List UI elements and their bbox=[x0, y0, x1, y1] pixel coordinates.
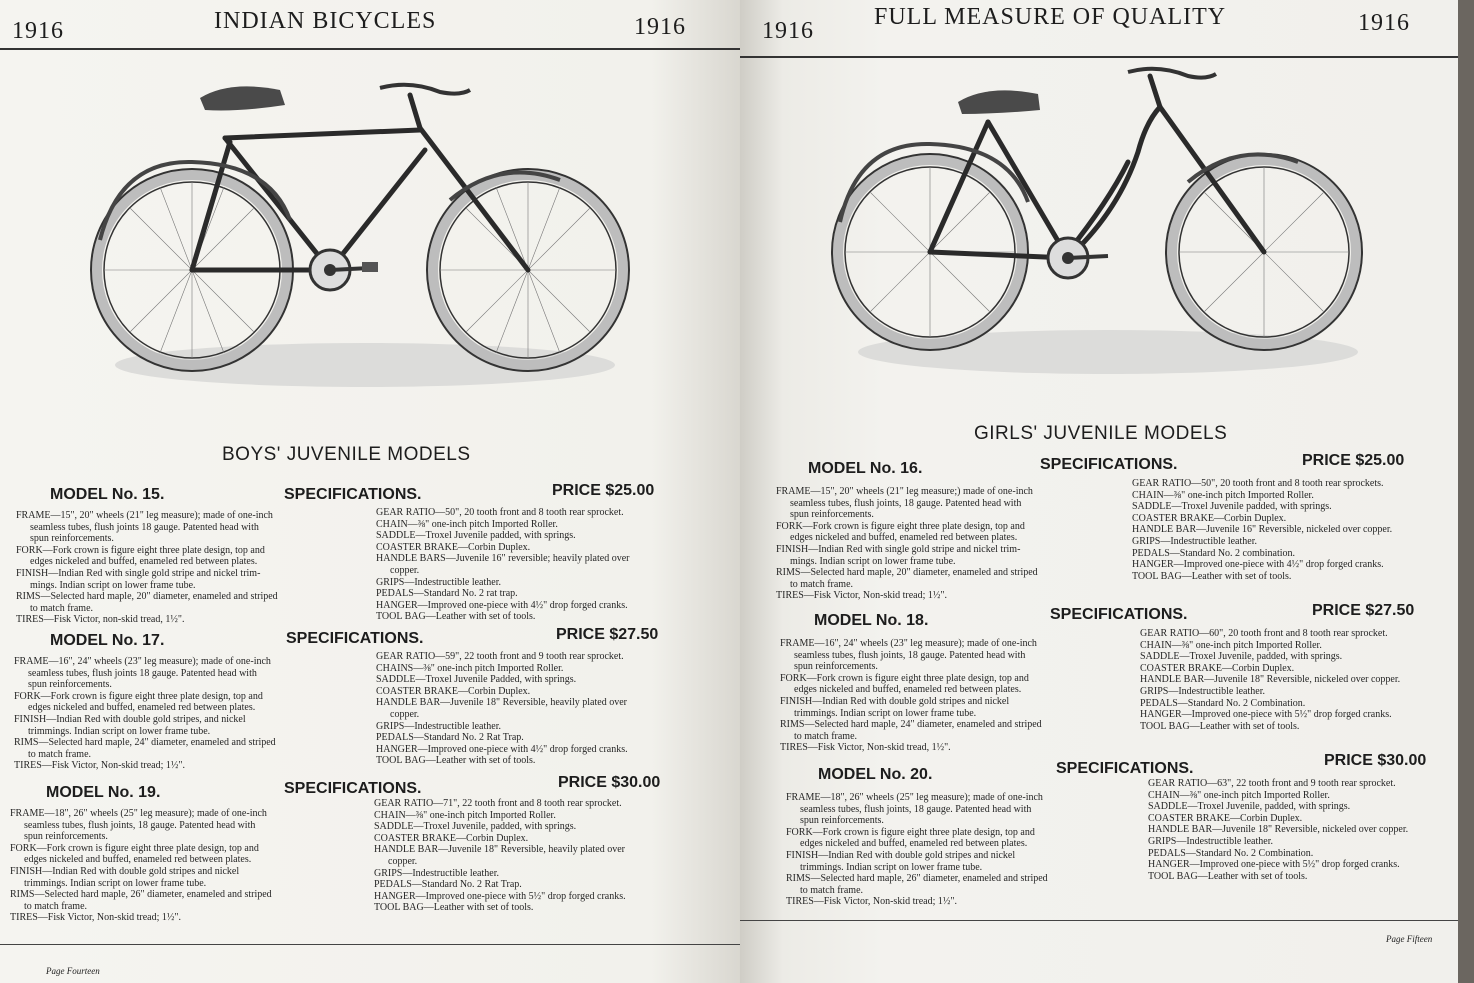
spec-line: GEAR RATIO—71", 22 tooth front and 8 tooth rear sprocket. bbox=[374, 798, 622, 809]
spec-line: TIRES—Fisk Victor, Non-skid tread, 1½". bbox=[780, 742, 951, 754]
model-number: MODEL No. 18. bbox=[814, 612, 929, 629]
spec-line: CHAIN—⅜" one-inch pitch Imported Roller. bbox=[376, 518, 558, 530]
page-number: Page Fifteen bbox=[1386, 934, 1433, 944]
spec-line: CHAIN—⅜" one-inch pitch Imported Roller. bbox=[374, 809, 556, 821]
spec-line: CHAINS—⅜" one-inch pitch Imported Roller. bbox=[376, 662, 564, 674]
spec-line: PEDALS—Standard No. 2 Rat Trap. bbox=[376, 732, 524, 744]
specifications-label: SPECIFICATIONS. bbox=[1050, 606, 1188, 623]
spec-line: GRIPS—Indestructible leather. bbox=[1148, 835, 1273, 847]
spec-line: GEAR RATIO—50", 20 tooth front and 8 tooth rear sprocket. bbox=[376, 507, 624, 518]
spec-line: TIRES—Fisk Victor, non-skid tread, 1½". bbox=[16, 614, 185, 626]
spec-line: copper. bbox=[388, 855, 418, 867]
spec-column-frame bbox=[14, 656, 364, 772]
model-heading bbox=[50, 482, 690, 506]
footer-rule bbox=[740, 920, 1458, 921]
spec-line: copper. bbox=[390, 708, 420, 720]
spec-line: TIRES—Fisk Victor, Non-skid tread; 1½". bbox=[14, 760, 185, 772]
spec-line: GRIPS—Indestructible leather. bbox=[376, 720, 501, 732]
spec-line: mings. Indian script on lower frame tube. bbox=[790, 555, 956, 567]
spec-line: TOOL BAG—Leather with set of tools. bbox=[376, 611, 536, 623]
spec-column-parts bbox=[1132, 478, 1452, 582]
spec-line: COASTER BRAKE—Corbin Duplex. bbox=[1148, 812, 1303, 824]
spec-line: GRIPS—Indestructible leather. bbox=[1140, 685, 1265, 697]
specifications-label: SPECIFICATIONS. bbox=[284, 780, 422, 797]
spec-line: spun reinforcements. bbox=[800, 815, 884, 827]
spec-line: RIMS—Selected hard maple, 24" diameter, enameled and striped bbox=[14, 737, 276, 749]
spec-line: seamless tubes, flush joints 18 gauge. Patented head with bbox=[28, 667, 257, 679]
spec-line: FRAME—16", 24" wheels (23" leg measure); made of one-inch bbox=[14, 656, 271, 667]
spec-line: edges nickeled and buffed, enameled red between plates. bbox=[794, 684, 1022, 696]
spec-line: spun reinforcements. bbox=[24, 831, 108, 843]
boys-bicycle-illustration bbox=[80, 70, 640, 400]
spec-line: to match frame. bbox=[790, 578, 854, 590]
model-number: MODEL No. 20. bbox=[818, 766, 933, 783]
model-number: MODEL No. 17. bbox=[50, 632, 165, 649]
spec-line: to match frame. bbox=[794, 730, 858, 742]
spec-line: FORK—Fork crown is figure eight three plate design, top and bbox=[16, 544, 265, 556]
spec-line: HANGER—Improved one-piece with 4½" drop forged cranks. bbox=[376, 743, 628, 755]
spec-line: HANDLE BAR—Juvenile 16" Reversible, nickeled over copper. bbox=[1132, 524, 1393, 536]
spec-line: TIRES—Fisk Victor, Non-skid tread; 1½". bbox=[10, 912, 181, 924]
section-title: BOYS' JUVENILE MODELS bbox=[222, 444, 471, 465]
spec-line: FORK—Fork crown is figure eight three plate design, top and bbox=[786, 826, 1035, 838]
spec-line: RIMS—Selected hard maple, 26" diameter, enameled and striped bbox=[786, 873, 1048, 885]
spec-line: SADDLE—Troxel Juvenile padded, with springs. bbox=[1132, 501, 1332, 513]
spec-line: RIMS—Selected hard maple, 24" diameter, enameled and striped bbox=[780, 719, 1042, 731]
spec-line: GEAR RATIO—59", 22 tooth front and 9 tooth rear sprocket. bbox=[376, 651, 624, 662]
spec-line: COASTER BRAKE—Corbin Duplex. bbox=[1132, 512, 1287, 524]
specifications-label: SPECIFICATIONS. bbox=[284, 486, 422, 503]
spec-line: SADDLE—Troxel Juvenile Padded, with springs. bbox=[376, 674, 577, 686]
spec-line: SADDLE—Troxel Juvenile padded, with springs. bbox=[376, 530, 576, 542]
spec-line: FORK—Fork crown is figure eight three plate design, top and bbox=[14, 690, 263, 702]
spec-line: SADDLE—Troxel Juvenile, padded, with springs. bbox=[1148, 801, 1351, 813]
spec-line: FINISH—Indian Red with double gold stripes and nickel bbox=[780, 695, 1010, 707]
spec-line: edges nickeled and buffed, enameled red between plates. bbox=[800, 838, 1028, 850]
spec-line: edges nickeled and buffed, enameled red between plates. bbox=[28, 702, 256, 714]
spec-line: to match frame. bbox=[24, 900, 88, 912]
spec-line: COASTER BRAKE—Corbin Duplex. bbox=[376, 685, 531, 697]
spec-line: HANDLE BAR—Juvenile 18" Reversible, heavily plated over bbox=[374, 844, 625, 856]
spec-line: GRIPS—Indestructible leather. bbox=[376, 576, 501, 588]
header-title: INDIAN BICYCLES bbox=[214, 8, 437, 34]
model-number: MODEL No. 15. bbox=[50, 486, 165, 503]
model-price: PRICE $25.00 bbox=[1302, 452, 1405, 469]
spec-line: copper. bbox=[390, 564, 420, 576]
spec-line: HANDLE BAR—Juvenile 18" Reversible, heavily plated over bbox=[376, 697, 627, 709]
spec-line: HANDLE BARS—Juvenile 16" reversible; heavily plated over bbox=[376, 553, 630, 565]
page-header bbox=[740, 0, 1458, 58]
spec-column-parts bbox=[376, 507, 706, 623]
spec-line: FORK—Fork crown is figure eight three plate design, top and bbox=[776, 520, 1025, 532]
model-price: PRICE $25.00 bbox=[552, 482, 655, 499]
spec-line: spun reinforcements. bbox=[30, 533, 114, 545]
spec-line: PEDALS—Standard No. 2 Combination. bbox=[1148, 847, 1314, 859]
header-year-left: 1916 bbox=[762, 18, 814, 44]
spec-column-parts bbox=[1148, 778, 1454, 882]
spec-line: to match frame. bbox=[800, 884, 864, 896]
spec-line: CHAIN—⅜" one-inch pitch Imported Roller. bbox=[1140, 639, 1322, 651]
spec-line: RIMS—Selected hard maple, 26" diameter, enameled and striped bbox=[10, 889, 272, 901]
spec-line: FINISH—Indian Red with double gold stripes and nickel bbox=[10, 865, 240, 877]
spec-column-frame bbox=[786, 792, 1136, 908]
spec-line: CHAIN—⅜" one-inch pitch Imported Roller. bbox=[1132, 489, 1314, 501]
spec-line: HANGER—Improved one-piece with 5½" drop forged cranks. bbox=[1148, 859, 1400, 871]
spec-line: HANGER—Improved one-piece with 4½" drop forged cranks. bbox=[1132, 559, 1384, 571]
page-number: Page Fourteen bbox=[46, 966, 100, 976]
spec-line: TOOL BAG—Leather with set of tools. bbox=[1148, 870, 1308, 882]
spec-line: HANDLE BAR—Juvenile 18" Reversible, nickeled over copper. bbox=[1148, 824, 1409, 836]
spec-line: spun reinforcements. bbox=[790, 509, 874, 521]
spec-line: HANDLE BAR—Juvenile 18" Reversible, nickeled over copper. bbox=[1140, 674, 1401, 686]
spec-line: edges nickeled and buffed, enameled red between plates. bbox=[790, 532, 1018, 544]
model-price: PRICE $30.00 bbox=[558, 774, 661, 791]
spec-column-frame bbox=[10, 808, 360, 924]
spec-line: TOOL BAG—Leather with set of tools. bbox=[1140, 720, 1300, 732]
spec-line: COASTER BRAKE—Corbin Duplex. bbox=[376, 541, 531, 553]
spec-line: GRIPS—Indestructible leather. bbox=[374, 867, 499, 879]
spec-line: trimmings. Indian script on lower frame tube. bbox=[24, 877, 207, 889]
spec-line: RIMS—Selected hard maple, 20" diameter, enameled and striped bbox=[16, 591, 278, 603]
spec-line: TIRES—Fisk Victor, Non-skid tread; 1½". bbox=[786, 896, 957, 908]
spec-column-parts bbox=[374, 798, 704, 914]
spec-line: HANGER—Improved one-piece with 5½" drop forged cranks. bbox=[1140, 709, 1392, 721]
header-year-left: 1916 bbox=[12, 18, 64, 44]
spec-line: FINISH—Indian Red with double gold stripes, and nickel bbox=[14, 713, 246, 725]
spec-line: PEDALS—Standard No. 2 rat trap. bbox=[376, 588, 518, 600]
spec-line: SADDLE—Troxel Juvenile, padded, with springs. bbox=[1140, 651, 1343, 663]
model-number: MODEL No. 16. bbox=[808, 460, 923, 477]
spec-line: PEDALS—Standard No. 2 Combination. bbox=[1140, 697, 1306, 709]
spec-line: spun reinforcements. bbox=[28, 679, 112, 691]
spec-line: GRIPS—Indestructible leather. bbox=[1132, 535, 1257, 547]
spec-line: mings. Indian script on lower frame tube. bbox=[30, 579, 196, 591]
footer-rule bbox=[0, 944, 740, 945]
header-title: FULL MEASURE OF QUALITY bbox=[874, 4, 1227, 30]
spec-line: seamless tubes, flush joints, 18 gauge. Patented head with bbox=[24, 819, 256, 831]
spec-line: TOOL BAG—Leather with set of tools. bbox=[374, 902, 534, 914]
girls-bicycle-illustration bbox=[828, 62, 1388, 382]
spec-line: HANGER—Improved one-piece with 4½" drop forged cranks. bbox=[376, 599, 628, 611]
page-header bbox=[0, 0, 740, 50]
spec-line: spun reinforcements. bbox=[794, 661, 878, 673]
section-title: GIRLS' JUVENILE MODELS bbox=[974, 423, 1228, 444]
model-price: PRICE $30.00 bbox=[1324, 752, 1427, 769]
spec-line: FORK—Fork crown is figure eight three plate design, top and bbox=[10, 842, 259, 854]
model-price: PRICE $27.50 bbox=[556, 626, 659, 643]
header-year-right: 1916 bbox=[1358, 10, 1410, 36]
model-price: PRICE $27.50 bbox=[1312, 602, 1415, 619]
spec-column-parts bbox=[1140, 628, 1452, 732]
spec-line: FRAME—16", 24" wheels (23" leg measure); made of one-inch bbox=[780, 638, 1037, 649]
spec-line: COASTER BRAKE—Corbin Duplex. bbox=[1140, 662, 1295, 674]
specifications-label: SPECIFICATIONS. bbox=[1040, 456, 1178, 473]
spec-line: GEAR RATIO—60", 20 tooth front and 8 tooth rear sprocket. bbox=[1140, 628, 1388, 639]
spec-line: trimmings. Indian script on lower frame tube. bbox=[800, 861, 983, 873]
spec-column-frame bbox=[16, 510, 366, 626]
spec-column-frame bbox=[776, 486, 1126, 602]
spec-line: RIMS—Selected hard maple, 20" diameter, enameled and striped bbox=[776, 567, 1038, 579]
spec-line: FINISH—Indian Red with double gold stripes and nickel bbox=[786, 849, 1016, 861]
spec-line: seamless tubes, flush joints, 18 gauge. Patented head with bbox=[790, 497, 1022, 509]
spec-line: TIRES—Fisk Victor, Non-skid tread; 1½". bbox=[776, 590, 947, 602]
specifications-label: SPECIFICATIONS. bbox=[286, 630, 424, 647]
spec-line: GEAR RATIO—63", 22 tooth front and 9 tooth rear sprocket. bbox=[1148, 778, 1396, 789]
spec-line: FRAME—15", 20" wheels (21" leg measure); made of one-inch bbox=[16, 510, 273, 521]
spec-line: SADDLE—Troxel Juvenile, padded, with springs. bbox=[374, 821, 577, 833]
spec-line: trimmings. Indian script on lower frame tube. bbox=[28, 725, 211, 737]
page-fifteen bbox=[740, 0, 1458, 983]
spec-line: trimmings. Indian script on lower frame tube. bbox=[794, 707, 977, 719]
spec-line: seamless tubes, flush joints, 18 gauge. Patented head with bbox=[800, 803, 1032, 815]
spec-line: seamless tubes, flush joints 18 gauge. Patented head with bbox=[30, 521, 259, 533]
spec-line: seamless tubes, flush joints, 18 gauge. Patented head with bbox=[794, 649, 1026, 661]
spec-line: FRAME—18", 26" wheels (25" leg measure); made of one-inch bbox=[10, 808, 267, 819]
spec-line: edges nickeled and buffed, enameled red between plates. bbox=[30, 556, 258, 568]
spec-line: TOOL BAG—Leather with set of tools. bbox=[1132, 570, 1292, 582]
spec-line: FORK—Fork crown is figure eight three plate design, top and bbox=[780, 672, 1029, 684]
spec-line: COASTER BRAKE—Corbin Duplex. bbox=[374, 832, 529, 844]
header-year-right: 1916 bbox=[634, 14, 686, 40]
spec-column-frame bbox=[780, 638, 1130, 754]
spec-line: to match frame. bbox=[28, 748, 92, 760]
spec-line: GEAR RATIO—50", 20 tooth front and 8 tooth rear sprockets. bbox=[1132, 478, 1384, 489]
spec-line: FINISH—Indian Red with single gold stripe and nickel trim- bbox=[776, 543, 1021, 555]
spec-line: FRAME—18", 26" wheels (25" leg measure); made of one-inch bbox=[786, 792, 1043, 803]
spec-column-parts bbox=[376, 651, 706, 767]
spec-line: HANGER—Improved one-piece with 5½" drop forged cranks. bbox=[374, 890, 626, 902]
spec-line: CHAIN—⅜" one-inch pitch Imported Roller. bbox=[1148, 789, 1330, 801]
model-heading bbox=[50, 626, 690, 652]
spec-line: TOOL BAG—Leather with set of tools. bbox=[376, 755, 536, 767]
specifications-label: SPECIFICATIONS. bbox=[1056, 760, 1194, 777]
spec-line: FRAME—15", 20" wheels (21" leg measure;) made of one-inch bbox=[776, 486, 1033, 497]
model-heading bbox=[808, 452, 1448, 480]
spec-line: PEDALS—Standard No. 2 Rat Trap. bbox=[374, 879, 522, 891]
model-number: MODEL No. 19. bbox=[46, 784, 161, 801]
spec-line: PEDALS—Standard No. 2 combination. bbox=[1132, 547, 1296, 559]
spec-line: to match frame. bbox=[30, 602, 94, 614]
spec-line: edges nickeled and buffed, enameled red between plates. bbox=[24, 854, 252, 866]
spec-line: FINISH—Indian Red with single gold stripe and nickel trim- bbox=[16, 567, 261, 579]
